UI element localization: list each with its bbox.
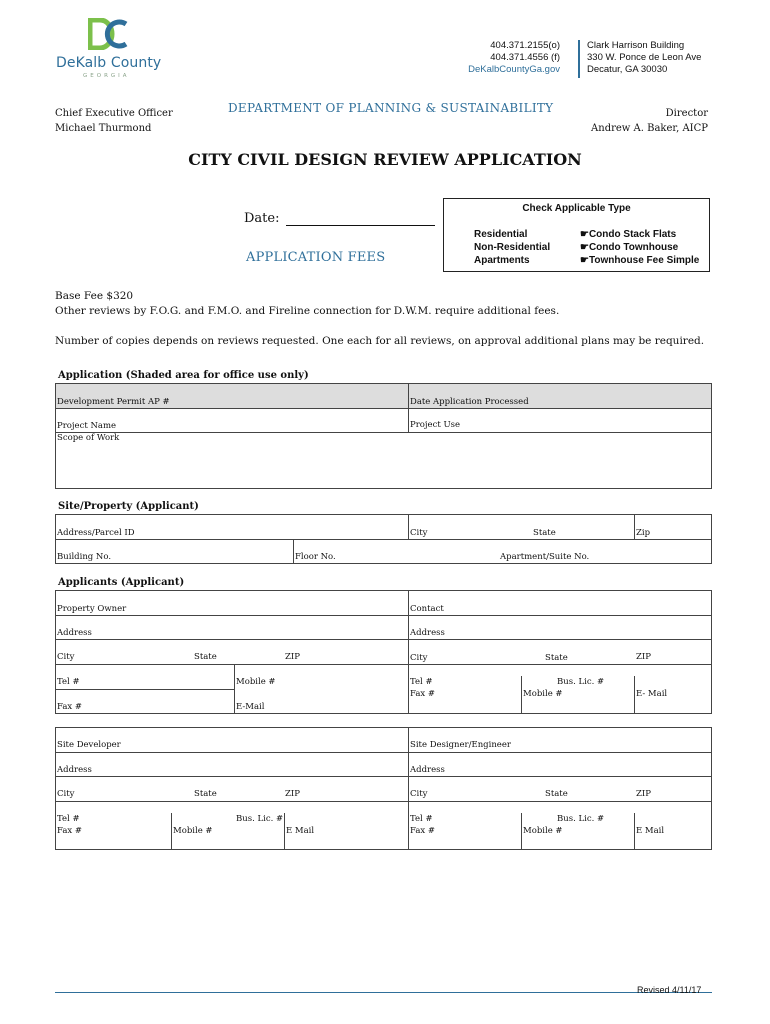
director-block <box>591 106 708 136</box>
date-field[interactable] <box>286 225 435 226</box>
ceo-name: Michael Thurmond <box>55 123 152 134</box>
project-name-field[interactable]: Project Name <box>57 421 117 431</box>
designer-address-field[interactable]: Address <box>410 765 445 775</box>
phone-office: 404.371.2155(o) <box>490 40 560 51</box>
developer-bus-lic-field[interactable]: Bus. Lic. # <box>236 814 284 824</box>
owner-email-field[interactable]: E-Mail <box>236 702 265 712</box>
address-line: Clark Harrison Building <box>587 40 685 51</box>
header-divider <box>578 40 580 78</box>
date-label: Date: <box>244 211 280 226</box>
building-field[interactable]: Building No. <box>57 552 112 562</box>
designer-bus-lic-field[interactable]: Bus. Lic. # <box>557 814 605 824</box>
type-option-condo-townhouse[interactable]: ☛Condo Townhouse <box>580 242 679 253</box>
owner-fax-field[interactable]: Fax # <box>57 702 83 712</box>
floor-field[interactable]: Floor No. <box>295 552 336 562</box>
ceo-block <box>55 106 173 136</box>
site-developer-field[interactable]: Site Developer <box>57 740 121 750</box>
contact-bus-lic-field[interactable]: Bus. Lic. # <box>557 677 605 687</box>
copies-text: Number of copies depends on reviews requested. One each for all reviews, on approval additional plans may be required. <box>55 335 705 347</box>
contact-address-field[interactable]: Address <box>410 628 445 638</box>
director-name: Andrew A. Baker, AICP <box>591 123 708 134</box>
developer-city-field[interactable]: City <box>57 789 75 799</box>
dekalb-logo-icon <box>88 18 128 50</box>
type-option-townhouse-fee-simple[interactable]: ☛Townhouse Fee Simple <box>580 255 700 266</box>
address-line: 330 W. Ponce de Leon Ave <box>587 52 702 63</box>
contact-tel-field[interactable]: Tel # <box>410 677 433 687</box>
property-owner-field[interactable]: Property Owner <box>57 604 127 614</box>
type-option-residential[interactable]: Residential <box>474 229 528 240</box>
contact-fax-field[interactable]: Fax # <box>410 689 436 699</box>
site-heading: Site/Property (Applicant) <box>58 501 199 512</box>
address-block <box>587 40 701 76</box>
address-parcel-field[interactable]: Address/Parcel ID <box>57 528 135 538</box>
owner-mobile-field[interactable]: Mobile # <box>236 677 276 687</box>
designer-email-field[interactable]: E Mail <box>636 826 665 836</box>
designer-fax-field[interactable]: Fax # <box>410 826 436 836</box>
base-fee-text: Base Fee $320 <box>55 290 134 302</box>
ceo-title: Chief Executive Officer <box>55 108 173 119</box>
project-use-field[interactable]: Project Use <box>410 420 460 430</box>
department-name: DEPARTMENT OF PLANNING & SUSTAINABILITY <box>228 101 554 115</box>
developer-address-field[interactable]: Address <box>57 765 92 775</box>
designer-state-field[interactable]: State <box>545 789 568 799</box>
owner-zip-field[interactable]: ZIP <box>285 652 300 662</box>
contact-field[interactable]: Contact <box>410 604 444 614</box>
dev-permit-field[interactable]: Development Permit AP # <box>57 397 170 407</box>
application-table <box>55 383 712 489</box>
contact-block <box>468 40 560 76</box>
site-table <box>55 514 712 564</box>
type-checkbox-group <box>443 198 710 272</box>
site-state-field[interactable]: State <box>533 528 556 538</box>
developer-fax-field[interactable]: Fax # <box>57 826 83 836</box>
site-city-field[interactable]: City <box>410 528 428 538</box>
fees-heading: APPLICATION FEES <box>246 250 386 265</box>
phone-fax: 404.371.4556 (f) <box>490 52 560 63</box>
other-fees-text: Other reviews by F.O.G. and F.M.O. and Fireline connection for D.W.M. require additional fees. <box>55 305 560 317</box>
application-heading: Application (Shaded area for office use only) <box>58 370 309 381</box>
applicants-table-1 <box>55 590 712 714</box>
page-title: CITY CIVIL DESIGN REVIEW APPLICATION <box>188 150 582 169</box>
owner-tel-field[interactable]: Tel # <box>57 677 80 687</box>
website-link[interactable]: DeKalbCountyGa.gov <box>468 64 560 75</box>
applicants-heading: Applicants (Applicant) <box>58 577 185 588</box>
type-option-non-residential[interactable]: Non-Residential <box>474 242 551 253</box>
contact-email-field[interactable]: E- Mail <box>636 689 668 699</box>
contact-mobile-field[interactable]: Mobile # <box>523 689 563 699</box>
site-designer-field[interactable]: Site Designer/Engineer <box>410 740 511 750</box>
director-title: Director <box>665 108 708 119</box>
apartment-field[interactable]: Apartment/Suite No. <box>500 552 590 562</box>
owner-city-field[interactable]: City <box>57 652 75 662</box>
designer-zip-field[interactable]: ZIP <box>636 789 651 799</box>
developer-mobile-field[interactable]: Mobile # <box>173 826 213 836</box>
revised-date: Revised 4/11/17 <box>637 985 702 995</box>
site-zip-field[interactable]: Zip <box>636 528 651 538</box>
scope-field[interactable]: Scope of Work <box>57 433 120 443</box>
logo-sub: GEORGIA <box>83 73 130 79</box>
developer-zip-field[interactable]: ZIP <box>285 789 300 799</box>
type-option-apartments[interactable]: Apartments <box>474 255 530 266</box>
designer-tel-field[interactable]: Tel # <box>410 814 433 824</box>
developer-state-field[interactable]: State <box>194 789 217 799</box>
type-option-condo-stack[interactable]: ☛Condo Stack Flats <box>580 229 677 240</box>
footer-rule <box>55 992 712 993</box>
type-box-header: Check Applicable Type <box>522 203 631 214</box>
owner-address-field[interactable]: Address <box>57 628 92 638</box>
developer-email-field[interactable]: E Mail <box>286 826 315 836</box>
owner-state-field[interactable]: State <box>194 652 217 662</box>
contact-state-field[interactable]: State <box>545 653 568 663</box>
date-processed-field[interactable]: Date Application Processed <box>410 397 529 407</box>
designer-city-field[interactable]: City <box>410 789 428 799</box>
contact-zip-field[interactable]: ZIP <box>636 652 651 662</box>
designer-mobile-field[interactable]: Mobile # <box>523 826 563 836</box>
contact-city-field[interactable]: City <box>410 653 428 663</box>
logo-name: DeKalb County <box>56 55 162 71</box>
address-line: Decatur, GA 30030 <box>587 64 668 75</box>
developer-tel-field[interactable]: Tel # <box>57 814 80 824</box>
applicants-table-2 <box>55 727 712 850</box>
